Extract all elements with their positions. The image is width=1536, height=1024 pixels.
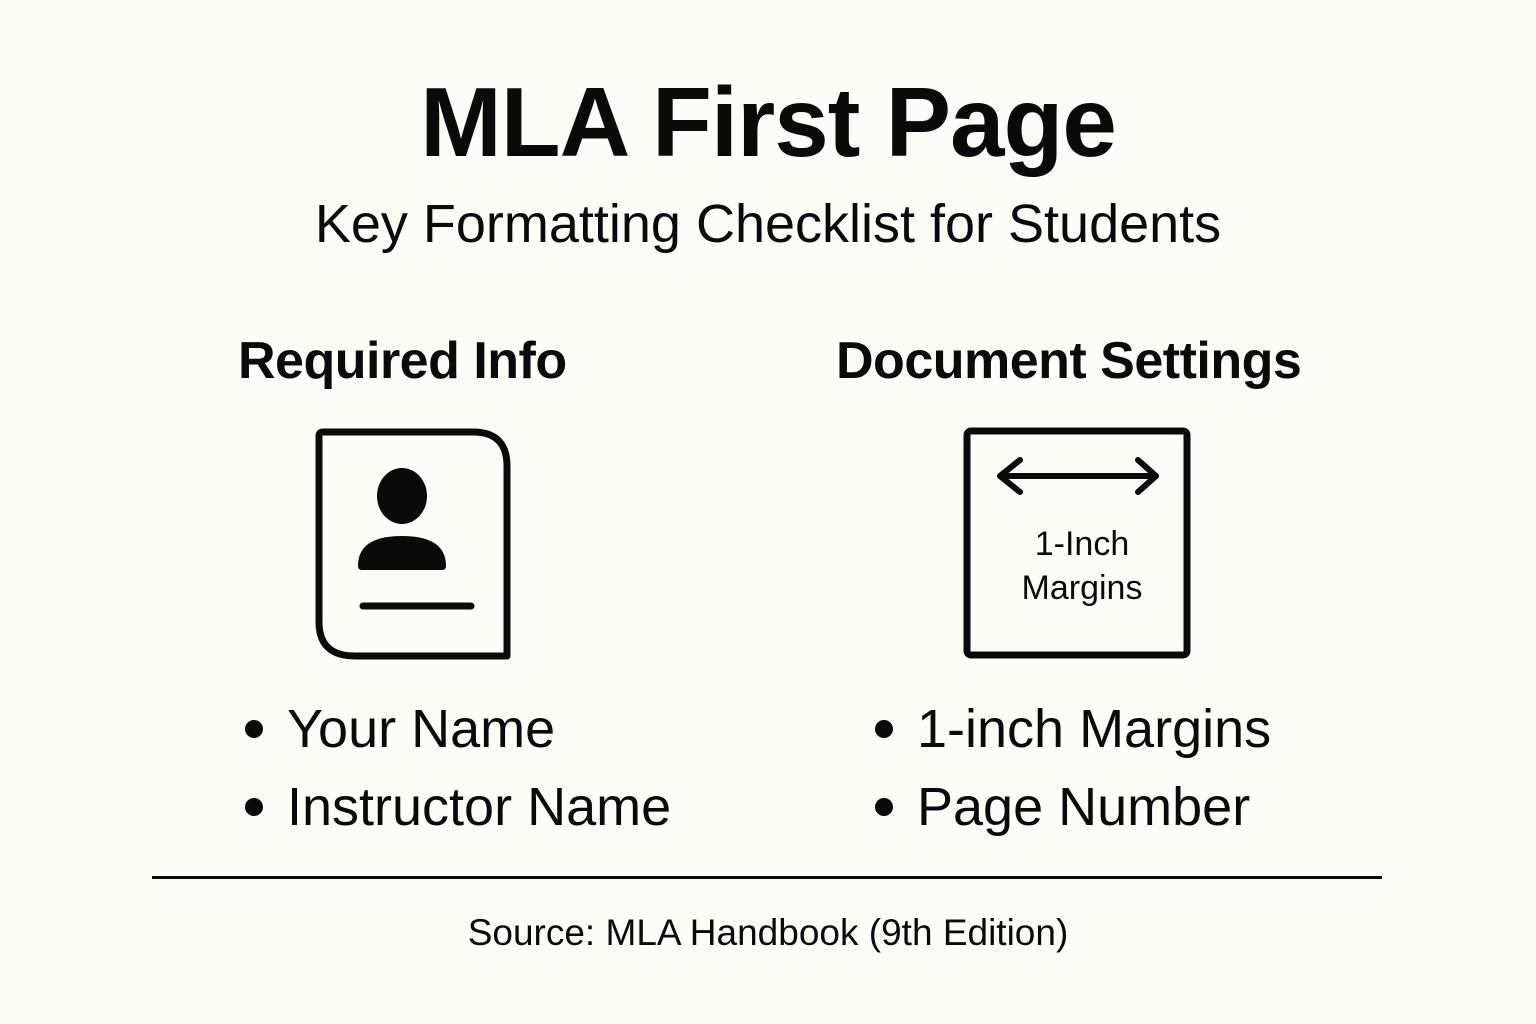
- list-item-label: Instructor Name: [287, 777, 672, 837]
- footer-divider: [152, 876, 1382, 879]
- list-item-label: Your Name: [287, 699, 556, 759]
- list-item: [240, 690, 671, 768]
- document-person-icon: [313, 426, 513, 662]
- margins-icon-label-line-1: 1-Inch: [1034, 525, 1130, 563]
- list-item: [870, 768, 1271, 846]
- bullet-icon: [875, 720, 893, 738]
- bullet-icon: [245, 798, 263, 816]
- page-title: MLA First Page: [420, 67, 1116, 177]
- section-heading-required-info: Required Info: [238, 332, 567, 390]
- document-settings-list: [870, 690, 1271, 846]
- list-item-label: 1-inch Margins: [917, 699, 1272, 759]
- margins-icon-label: [962, 522, 1202, 610]
- list-item-label: Page Number: [917, 777, 1251, 837]
- double-arrow-icon: [1000, 460, 1156, 492]
- list-item: [870, 690, 1271, 768]
- required-info-list: [240, 690, 671, 846]
- page-subtitle: Key Formatting Checklist for Students: [314, 194, 1222, 254]
- bullet-icon: [875, 798, 893, 816]
- section-heading-document-settings: Document Settings: [836, 332, 1302, 390]
- margins-icon-label-line-2: Margins: [1021, 569, 1143, 607]
- source-citation: Source: MLA Handbook (9th Edition): [467, 912, 1069, 953]
- list-item: [240, 768, 671, 846]
- bullet-icon: [245, 720, 263, 738]
